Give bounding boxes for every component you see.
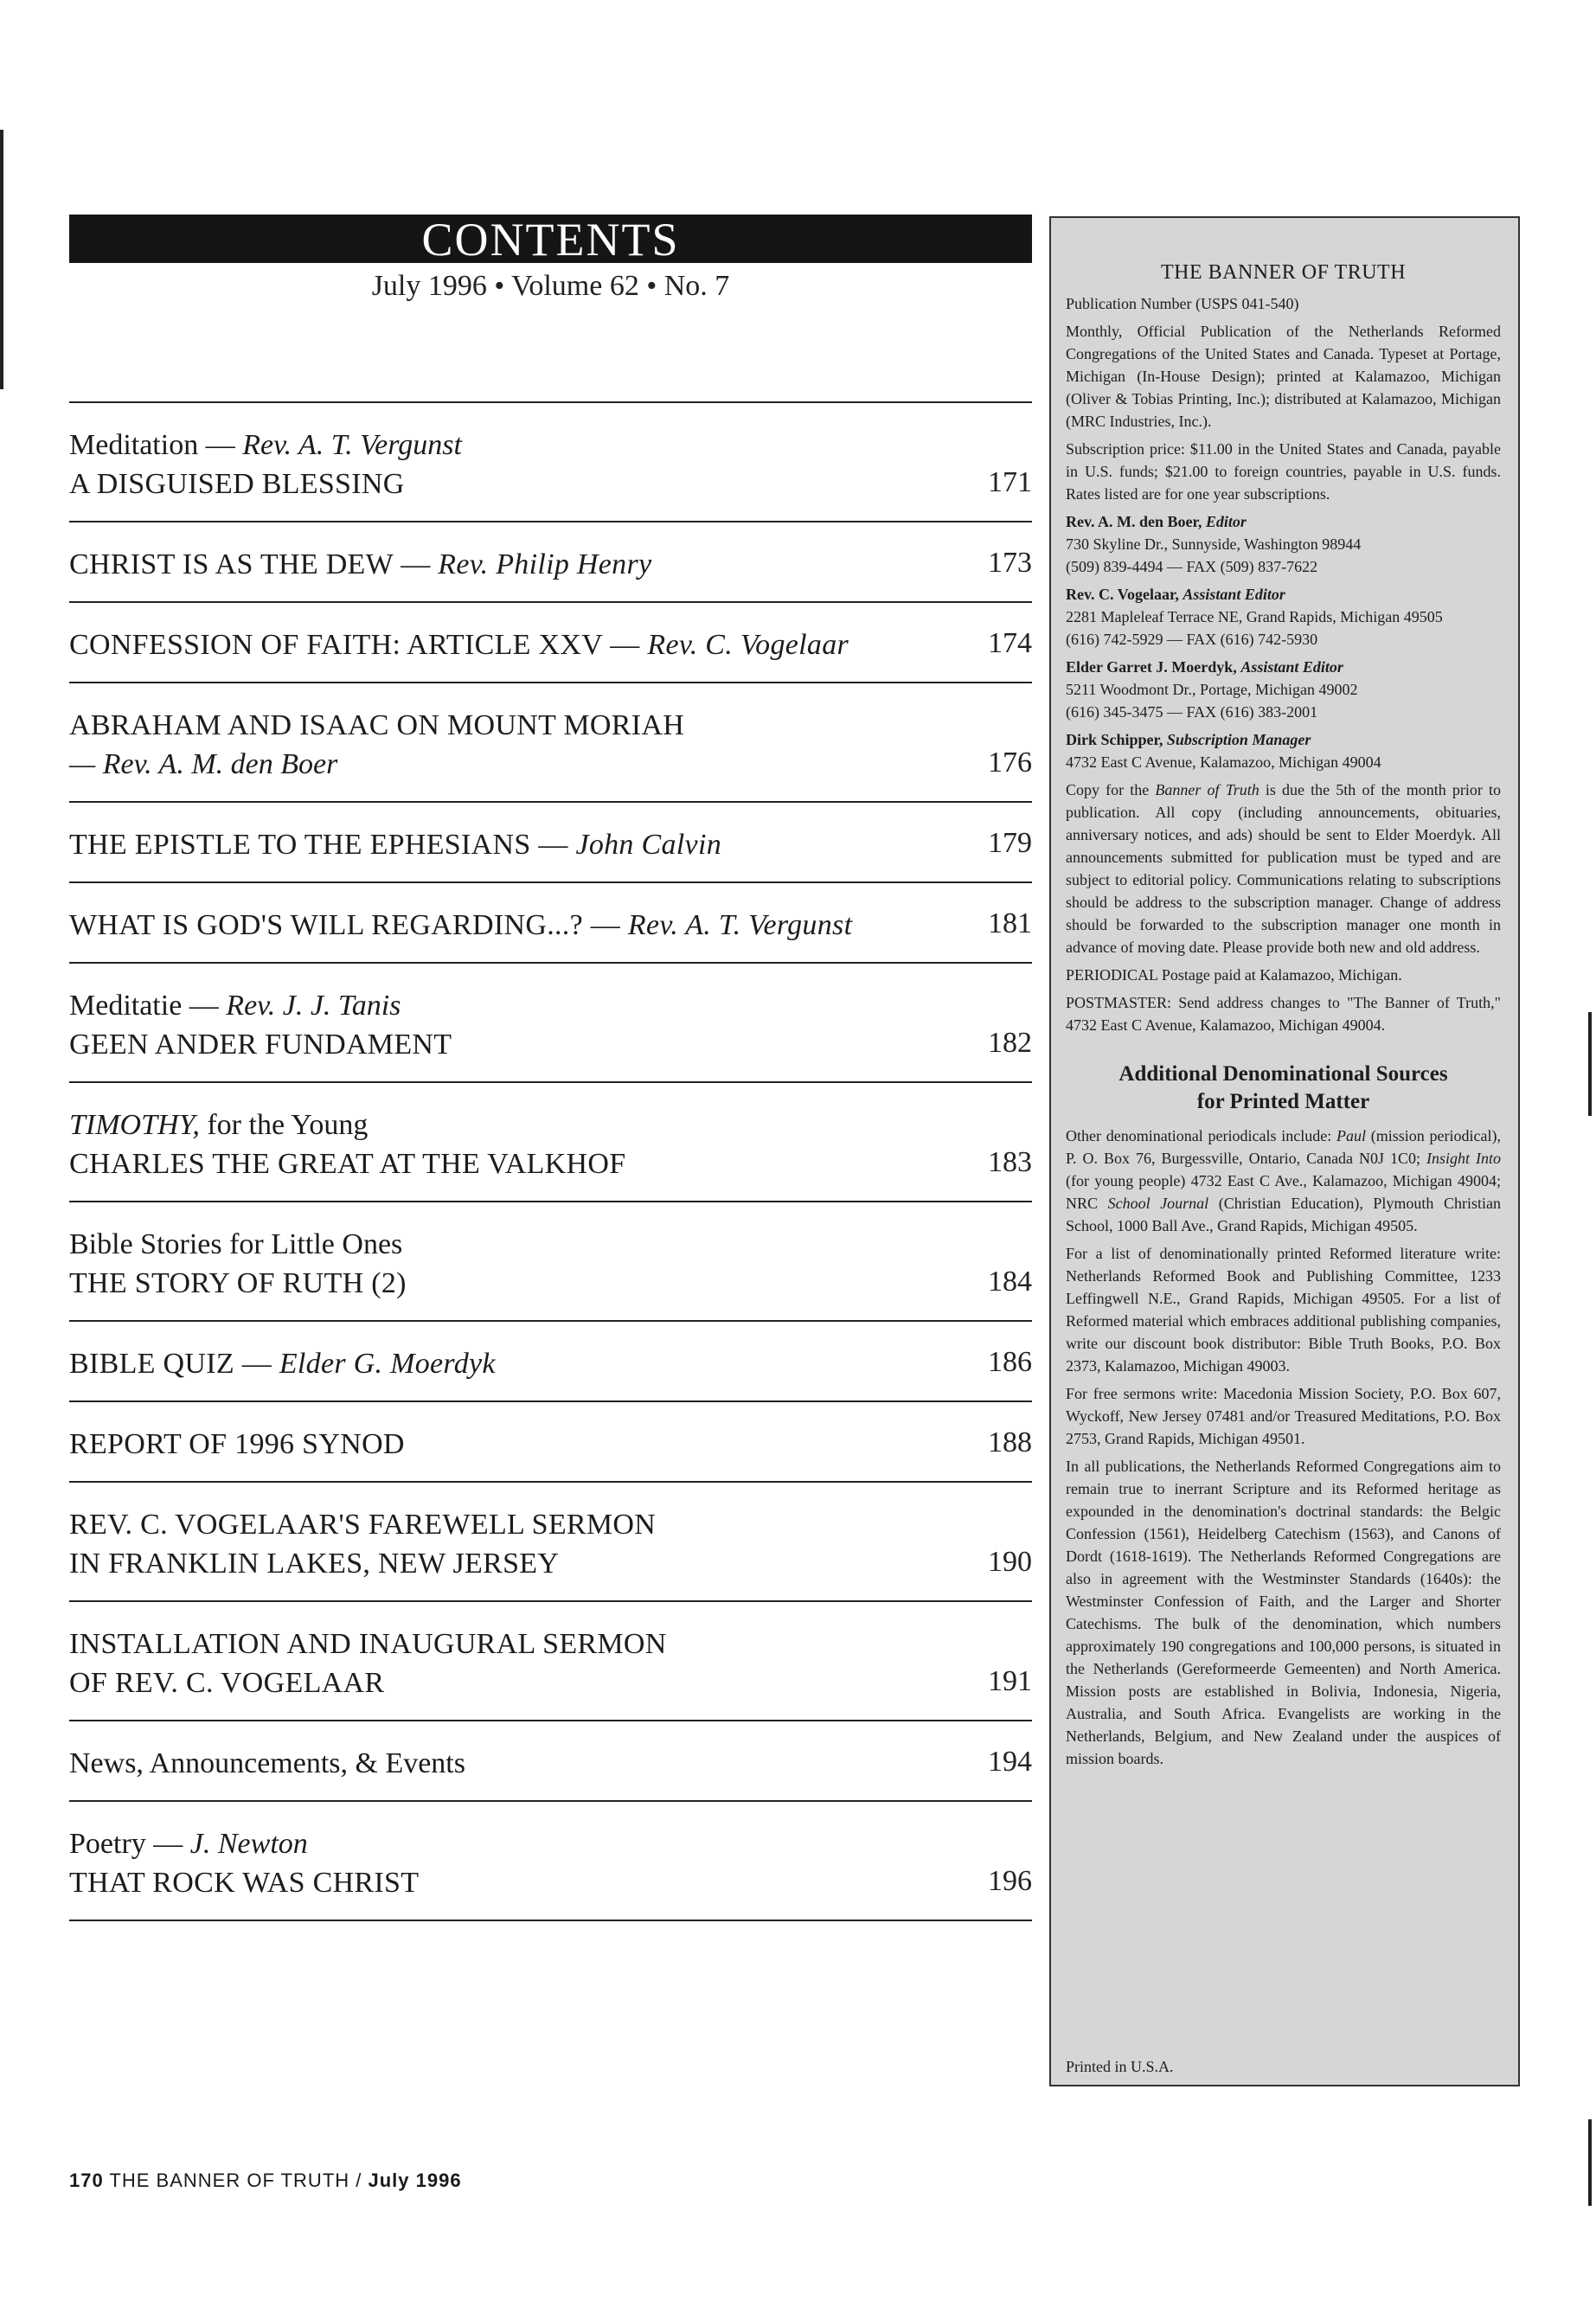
staff-name: Rev. C. Vogelaar, [1066, 586, 1183, 603]
issue-line: July 1996 • Volume 62 • No. 7 [371, 270, 730, 302]
toc-author: J. Newton [189, 1828, 308, 1860]
toc-title: CHARLES THE GREAT AT THE VALKHOF [69, 1148, 626, 1180]
toc-item-christ-as-dew[interactable] [69, 521, 1032, 601]
sources-heading-line1: Additional Denominational Sources [1118, 1062, 1448, 1086]
printed-in-usa: Printed in U.S.A. [1066, 2058, 1174, 2075]
toc-kicker: Meditatie — [69, 990, 227, 1022]
staff-address: 5211 Woodmont Dr., Portage, Michigan 49002 [1066, 681, 1358, 698]
copy-text-b: is due the 5th of the month prior to publication. All copy (including announcements, obituaries, anniversary notices, and ads) should be sent to Elder Moerdyk. All announcements submitted for publication must be typed and are subject to editorial policy. Communications relating to subscriptions should be address to the subscription manager. Change of address should be forwarded to the subscription manager one month in advance of moving date. Please provide both new and old address. [1066, 781, 1502, 956]
staff-name: Dirk Schipper, [1066, 731, 1167, 748]
staff-phone: (616) 742-5929 — FAX (616) 742-5930 [1066, 631, 1318, 648]
toc-title: REV. C. VOGELAAR'S FAREWELL SERMON [69, 1509, 657, 1541]
sources-paul: Paul [1336, 1127, 1366, 1144]
toc-title: News, Announcements, & Events [69, 1747, 465, 1779]
toc-bottom-rule [69, 1920, 1032, 1921]
toc-page-number: 179 [988, 827, 1032, 859]
mission-statement: In all publications, the Netherlands Reformed Congregations aim to remain true to inerrant Scripture and its Reformed heritage as expounded in the denomination's doctrinal standards: the Belgic Confession (1561), Heidelberg Catechism (1563), and Canons of Dordt (1618-1619). The Netherlands Reformed Congregations are also in agreement with the Westminster Standards (1640s): the Westminster Confession of Faith, and the Larger and Shorter Catechisms. The bulk of the denomination, which numbers approximately 190 congregations and 100,000 persons, is situated in the Netherlands (Gereformeerde Gemeenten) and North America. Mission posts are established in Bolivia, Indonesia, Nigeria, Australia, and South Africa. Evangelists are working in the Netherlands, Belgium, and New Zealand under the auspices of mission boards. [1066, 1458, 1501, 1767]
masthead-title: THE BANNER OF TRUTH [1160, 261, 1407, 284]
left-margin-rule [0, 130, 3, 389]
toc-page-number: 182 [988, 1027, 1032, 1059]
toc-author: Rev. A. T. Vergunst [627, 909, 853, 941]
footer-date: July 1996 [368, 2170, 462, 2191]
toc-title: THAT ROCK WAS CHRIST [69, 1867, 420, 1899]
toc-author: John Calvin [575, 829, 721, 861]
toc-page-number: 194 [988, 1746, 1032, 1778]
toc-kicker: for the Young [199, 1109, 369, 1141]
copy-text-italic: Banner of Truth [1155, 781, 1259, 798]
publication-number: Publication Number (USPS 041-540) [1066, 295, 1299, 312]
toc-page-number: 176 [988, 747, 1032, 779]
toc-item-abraham-and-isaac[interactable] [69, 682, 1032, 801]
toc-page-number: 196 [988, 1865, 1032, 1897]
sources-school-journal: School Journal [1107, 1195, 1209, 1212]
staff-phone: (616) 345-3475 — FAX (616) 383-2001 [1066, 703, 1318, 721]
staff-phone: (509) 839-4494 — FAX (509) 837-7622 [1066, 558, 1318, 575]
staff-editor [1066, 510, 1501, 578]
toc-title: THE EPISTLE TO THE EPHESIANS — [69, 829, 576, 861]
toc-item-news[interactable] [69, 1720, 1032, 1800]
staff-assistant-editor-1 [1066, 583, 1501, 651]
sources-heading-line2: for Printed Matter [1196, 1090, 1370, 1113]
sources-text: (mission periodical), P. O. Box 76, Burgessville, Ontario, Canada N0J 1C0; [1066, 1127, 1501, 1167]
staff-name: Rev. A. M. den Boer, [1066, 513, 1206, 530]
toc-item-gods-will[interactable] [69, 881, 1032, 962]
toc-title: THE STORY OF RUTH (2) [69, 1267, 407, 1299]
toc-page-number: 183 [988, 1146, 1032, 1178]
toc-item-epistle-ephesians[interactable] [69, 801, 1032, 881]
toc-item-that-rock[interactable] [69, 1800, 1032, 1920]
toc-title: BIBLE QUIZ — [69, 1348, 279, 1380]
free-sermons-info: For free sermons write: Macedonia Mission Society, P.O. Box 607, Wyckoff, New Jersey 07481 and/or Treasured Meditations, P.O. Box 2753, Grand Rapids, Michigan 49501. [1066, 1385, 1501, 1447]
toc-title: ABRAHAM AND ISAAC ON MOUNT MORIAH [69, 709, 685, 741]
masthead-sidebar [1049, 216, 1520, 2086]
toc-page-number: 173 [988, 547, 1032, 579]
toc-author: Rev. A. T. Vergunst [242, 429, 462, 461]
periodical-postage: PERIODICAL Postage paid at Kalamazoo, Michigan. [1066, 966, 1402, 984]
toc-title-line2: OF REV. C. VOGELAAR [69, 1667, 385, 1699]
staff-role: Assistant Editor [1240, 658, 1343, 676]
toc-author: — Rev. A. M. den Boer [69, 748, 338, 780]
publication-info: Monthly, Official Publication of the Netherlands Reformed Congregations of the United States and Canada. Typeset at Portage, Michigan (In-House Design); printed at Kalamazoo, Michigan (Oliver & Tobias Printing, Inc.); distributed at Kalamazoo, Michigan (MRC Industries, Inc.). [1066, 323, 1501, 430]
toc-kicker: Meditation — [69, 429, 243, 461]
sources-heading [1066, 1061, 1501, 1116]
toc-item-charles-the-great[interactable] [69, 1081, 1032, 1201]
toc-item-bible-quiz[interactable] [69, 1320, 1032, 1400]
copy-policy [1066, 779, 1501, 958]
sources-periodicals [1066, 1125, 1501, 1237]
page-footer [69, 2170, 462, 2192]
toc-page-number: 174 [988, 627, 1032, 659]
literature-info: For a list of denominationally printed Reformed literature write: Netherlands Reformed Book and Publishing Committee, 1233 Leffingwell N.E., Grand Rapids, Michigan 49505. For a list of Reformed material which embraces additional publishing companies, write our discount book distributor: Bible Truth Books, P.O. Box 2373, Kalamazoo, Michigan 49003. [1066, 1245, 1501, 1375]
right-margin-rule [1588, 2119, 1592, 2206]
staff-role: Editor [1205, 513, 1247, 530]
toc-title-line2: IN FRANKLIN LAKES, NEW JERSEY [69, 1548, 560, 1580]
footer-title: THE BANNER OF TRUTH / [103, 2170, 369, 2191]
right-margin-rule [1588, 1012, 1592, 1116]
staff-role: Subscription Manager [1166, 731, 1311, 748]
staff-role: Assistant Editor [1183, 586, 1285, 603]
toc-kicker: Bible Stories for Little Ones [69, 1228, 403, 1260]
toc-item-story-of-ruth[interactable] [69, 1201, 1032, 1320]
toc-page-number: 181 [988, 907, 1032, 939]
toc-title: A DISGUISED BLESSING [69, 468, 405, 500]
staff-address: 730 Skyline Dr., Sunnyside, Washington 98944 [1066, 535, 1362, 553]
toc-title: WHAT IS GOD'S WILL REGARDING...? — [69, 909, 628, 941]
toc-author: Rev. Philip Henry [438, 548, 652, 580]
toc-title: GEEN ANDER FUNDAMENT [69, 1029, 452, 1061]
contents-title: CONTENTS [69, 215, 1032, 263]
toc-page-number: 190 [988, 1546, 1032, 1578]
sources-text: (Christian Education), Plymouth Christian School, 1000 Ball Ave., Grand Rapids, Michigan 49505. [1066, 1195, 1501, 1234]
toc-author: Rev. J. J. Tanis [226, 990, 401, 1022]
toc-page-number: 188 [988, 1426, 1032, 1458]
footer-page-number: 170 [69, 2170, 104, 2191]
copy-text-a: Copy for the [1066, 781, 1156, 798]
staff-name: Elder Garret J. Moerdyk, [1066, 658, 1241, 676]
toc-item-confession-of-faith[interactable] [69, 601, 1032, 682]
toc-author: Rev. C. Vogelaar [647, 629, 849, 661]
staff-assistant-editor-2 [1066, 656, 1501, 723]
toc-item-installation-sermon[interactable] [69, 1600, 1032, 1720]
toc-page-number: 171 [988, 466, 1032, 498]
sources-insight: Insight Into [1426, 1150, 1501, 1167]
table-of-contents [69, 401, 1032, 1921]
toc-page-number: 191 [988, 1665, 1032, 1697]
toc-item-farewell-sermon[interactable] [69, 1481, 1032, 1600]
postmaster-note: POSTMASTER: Send address changes to "The Banner of Truth," 4732 East C Avenue, Kalamazoo, Michigan 49004. [1066, 994, 1501, 1034]
toc-title: CONFESSION OF FAITH: ARTICLE XXV — [69, 629, 648, 661]
toc-page-number: 186 [988, 1346, 1032, 1378]
sources-text: (for young people) 4732 East C Ave., Kalamazoo, Michigan 49004; NRC [1066, 1172, 1501, 1212]
toc-title: REPORT OF 1996 SYNOD [69, 1428, 405, 1460]
toc-item-synod-report[interactable] [69, 1400, 1032, 1481]
toc-item-geen-ander-fundament[interactable] [69, 962, 1032, 1081]
toc-kicker-italic: TIMOTHY, [69, 1109, 200, 1141]
toc-kicker: Poetry — [69, 1828, 190, 1860]
toc-title: CHRIST IS AS THE DEW — [69, 548, 439, 580]
sources-text: Other denominational periodicals include: [1066, 1127, 1336, 1144]
staff-subscription-manager [1066, 728, 1501, 773]
subscription-price: Subscription price: $11.00 in the United States and Canada, payable in U.S. funds; $21.00 to foreign countries, payable in U.S. funds. Rates listed are for one year subscriptions. [1066, 440, 1501, 503]
toc-author: Elder G. Moerdyk [279, 1348, 496, 1380]
toc-title: INSTALLATION AND INAUGURAL SERMON [69, 1628, 667, 1660]
toc-item-disguised-blessing[interactable] [69, 401, 1032, 521]
staff-address: 2281 Mapleleaf Terrace NE, Grand Rapids, Michigan 49505 [1066, 608, 1443, 625]
staff-address: 4732 East C Avenue, Kalamazoo, Michigan 49004 [1066, 753, 1381, 771]
toc-page-number: 184 [988, 1266, 1032, 1298]
